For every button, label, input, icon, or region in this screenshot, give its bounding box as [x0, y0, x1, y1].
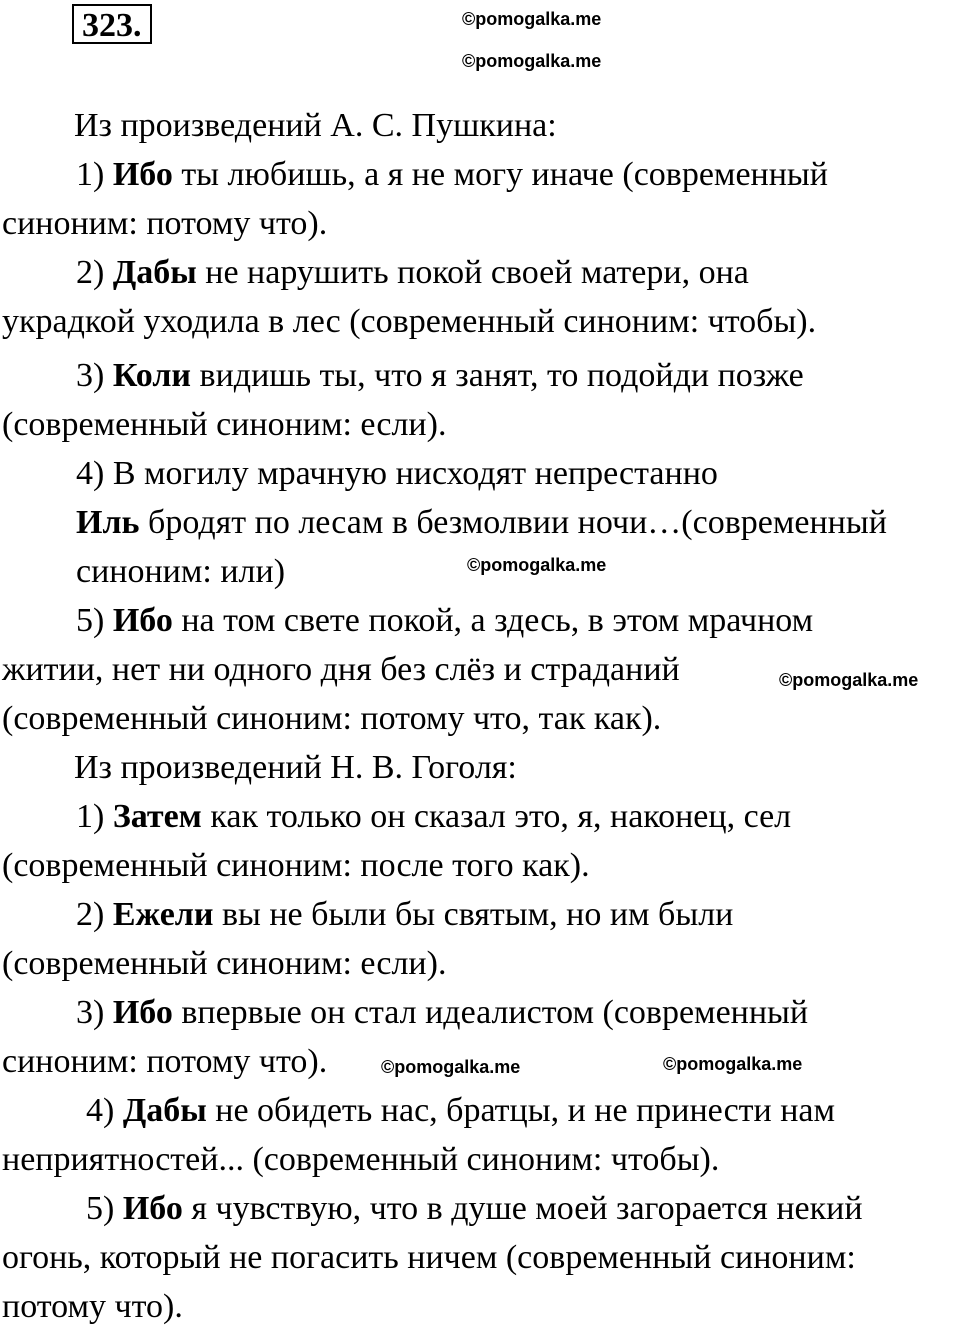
watermark: ©pomogalka.me	[462, 51, 602, 71]
item-line: 4) В могилу мрачную нисходят непрестанно	[76, 455, 718, 492]
item-line: 3) Коли видишь ты, что я занят, то подойди позже	[76, 357, 804, 394]
item-line: (современный синоним: если).	[2, 406, 447, 443]
item-line: 4) Дабы не обидеть нас, братцы, и не принести нам	[86, 1092, 836, 1129]
item-line: 1) Ибо ты любишь, а я не могу иначе (современный	[76, 156, 828, 193]
item-line: (современный синоним: потому что, так как).	[2, 700, 662, 737]
item-line: синоним: потому что).	[2, 205, 328, 242]
item-line: 1) Затем как только он сказал это, я, наконец, сел	[76, 798, 792, 835]
highlighted-conjunction: Дабы	[122, 1092, 207, 1129]
watermark: ©pomogalka.me	[467, 555, 607, 575]
highlighted-conjunction: Ибо	[122, 1190, 183, 1227]
highlighted-conjunction: Ежели	[112, 896, 214, 933]
watermark: ©pomogalka.me	[381, 1057, 521, 1077]
watermark: ©pomogalka.me	[779, 670, 919, 690]
item-line: синоним: или)	[76, 553, 286, 590]
item-line: 2) Ежели вы не были бы святым, но им были	[76, 896, 734, 933]
highlighted-conjunction: Коли	[112, 357, 192, 394]
item-line: житии, нет ни одного дня без слёз и страданий	[2, 651, 680, 688]
section-heading-pushkin: Из произведений А. С. Пушкина:	[74, 107, 557, 144]
item-line: Иль бродят по лесам в безмолвии ночи…(современный	[76, 504, 887, 541]
item-line: неприятностей... (современный синоним: чтобы).	[2, 1141, 720, 1178]
watermark: ©pomogalka.me	[663, 1054, 803, 1074]
item-line: 5) Ибо на том свете покой, а здесь, в этом мрачном	[76, 602, 814, 639]
item-line: потому что).	[2, 1288, 183, 1325]
highlighted-conjunction: Ибо	[112, 602, 173, 639]
highlighted-conjunction: Дабы	[112, 254, 197, 291]
item-line: 2) Дабы не нарушить покой своей матери, она	[76, 254, 749, 291]
item-line: (современный синоним: если).	[2, 945, 447, 982]
item-line: синоним: потому что).	[2, 1043, 328, 1080]
item-line: (современный синоним: после того как).	[2, 847, 590, 884]
item-line: украдкой уходила в лес (современный синоним: чтобы).	[2, 303, 817, 340]
item-line: 3) Ибо впервые он стал идеалистом (современный	[76, 994, 809, 1031]
highlighted-conjunction: Ибо	[112, 156, 173, 193]
item-line: огонь, который не погасить ничем (современный синоним:	[2, 1239, 856, 1276]
watermark: ©pomogalka.me	[462, 9, 602, 29]
exercise-number: 323.	[72, 4, 152, 44]
item-line: 5) Ибо я чувствую, что в душе моей загорается некий	[86, 1190, 863, 1227]
highlighted-conjunction: Ибо	[112, 994, 173, 1031]
highlighted-conjunction: Затем	[112, 798, 202, 835]
section-heading-gogol: Из произведений Н. В. Гоголя:	[74, 749, 517, 786]
highlighted-conjunction: Иль	[76, 504, 140, 541]
